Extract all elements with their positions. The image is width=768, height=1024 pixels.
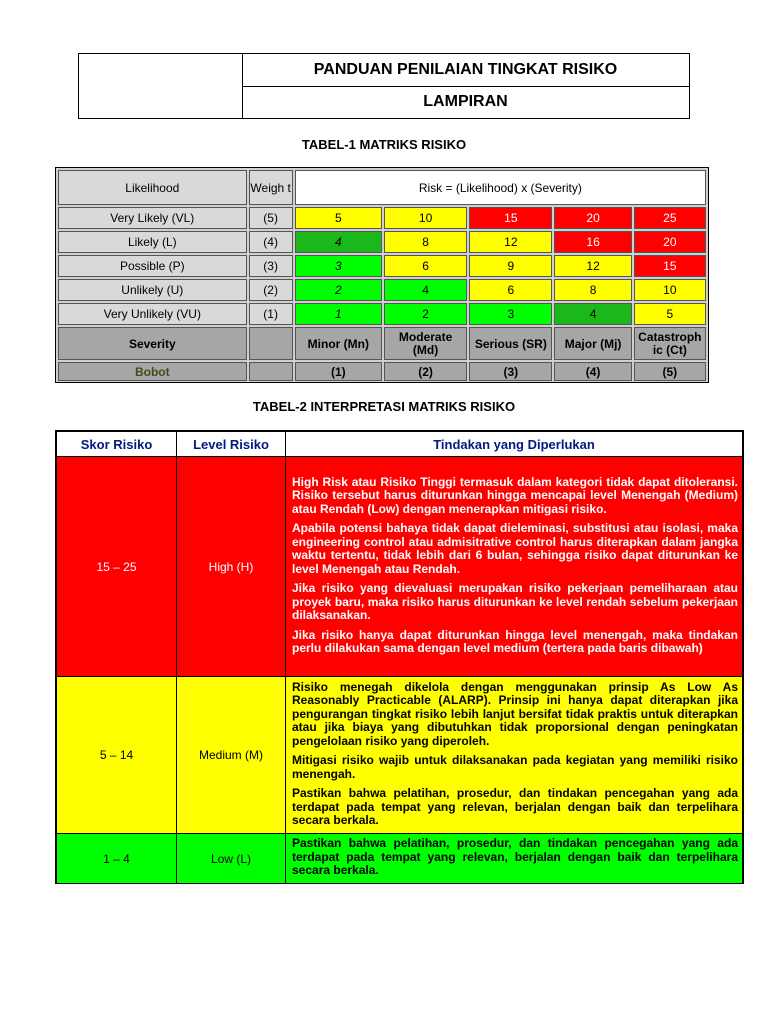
weight-value: (5)	[249, 207, 293, 229]
risk-cell: 3	[469, 303, 552, 325]
action-paragraph: Pastikan bahwa pelatihan, prosedur, dan tindakan pencegahan yang ada terdapat pada tempat yang relevan, berjalan dengan baik dan terpelihara secara berkala.	[292, 786, 738, 827]
action-paragraph: Risiko menegah dikelola dengan menggunakan prinsip As Low As Reasonably Practicable (ALARP). Prinsip ini hanya dapat diterapkan jika pengurangan tingkat risiko lebih lanjut bersifat tidak praktis untuk diterapkan atau jika biaya yang dibutuhkan tidak proporsional dengan peningkatan pengelolaan risiko yang diperoleh.	[292, 679, 738, 748]
risk-interpretation-table	[55, 430, 744, 884]
likelihood-label: Very Unlikely (VU)	[58, 303, 247, 325]
risk-matrix-table	[55, 167, 709, 383]
risk-cell: 5	[295, 207, 382, 229]
risk-cell: 2	[384, 303, 467, 325]
document-subtitle: LAMPIRAN	[423, 93, 508, 110]
severity-label: Severity	[58, 327, 247, 360]
risk-cell: 12	[469, 231, 552, 253]
action-paragraph: Apabila potensi bahaya tidak dapat dieleminasi, substitusi atau isolasi, maka engineering control atau admisitrative control harus diterapkan dalam jangka waktu tertentu, tidak lebih dari 6 bulan, sehingga risiko dapat diturunkan ke level Menengah atau Rendah.	[292, 521, 738, 576]
likelihood-header: Likelihood	[58, 170, 247, 205]
action-paragraph: Pastikan bahwa pelatihan, prosedur, dan tindakan pencegahan yang ada terdapat pada tempat yang relevan, berjalan dengan baik dan terpelihara secara berkala.	[292, 836, 738, 878]
bobot-value: (4)	[554, 362, 631, 381]
weight-value: (4)	[249, 231, 293, 253]
risk-cell: 1	[295, 303, 382, 325]
risk-cell: 6	[469, 279, 552, 301]
risk-cell: 16	[554, 231, 631, 253]
risk-cell: 4	[384, 279, 467, 301]
severity-col: Major (Mj)	[554, 327, 631, 360]
col-header-level: Level Risiko	[177, 432, 286, 457]
risk-cell: 25	[634, 207, 706, 229]
table2-caption: TABEL-2 INTERPRETASI MATRIKS RISIKO	[252, 399, 516, 414]
required-action	[286, 457, 743, 677]
risk-cell: 4	[295, 231, 382, 253]
document-header	[78, 53, 690, 119]
risk-cell: 15	[634, 255, 706, 277]
logo-placeholder	[79, 54, 243, 118]
weight-value: (2)	[249, 279, 293, 301]
severity-spacer	[249, 327, 293, 360]
risk-cell: 2	[295, 279, 382, 301]
risk-cell: 15	[469, 207, 552, 229]
required-action	[286, 834, 743, 884]
severity-col: Minor (Mn)	[295, 327, 382, 360]
risk-cell: 20	[554, 207, 631, 229]
required-action	[286, 677, 743, 834]
risk-cell: 8	[554, 279, 631, 301]
weight-header: Weigh t	[249, 170, 293, 205]
likelihood-label: Unlikely (U)	[58, 279, 247, 301]
bobot-spacer	[249, 362, 293, 381]
risk-cell: 3	[295, 255, 382, 277]
risk-cell: 9	[469, 255, 552, 277]
action-paragraph: High Risk atau Risiko Tinggi termasuk dalam kategori tidak dapat ditoleransi. Risiko tersebut harus diturunkan hingga mencapai level Menengah (Medium) atau Rendah (Low) dengan menerapkan mitigasi risiko.	[292, 474, 738, 516]
likelihood-label: Possible (P)	[58, 255, 247, 277]
action-paragraph: Jika risiko yang dievaluasi merupakan risiko pekerjaan pemeliharaan atau proyek baru, maka risiko harus diturunkan ke level rendah sebelum pekerjaan dilaksanakan.	[292, 581, 738, 622]
risk-level: Medium (M)	[177, 677, 286, 834]
risk-cell: 5	[634, 303, 706, 325]
col-header-score: Skor Risiko	[57, 432, 177, 457]
bobot-label: Bobot	[58, 362, 247, 381]
severity-col: Serious (SR)	[469, 327, 552, 360]
risk-cell: 10	[384, 207, 467, 229]
score-range: 15 – 25	[57, 457, 177, 677]
action-paragraph: Mitigasi risiko wajib untuk dilaksanakan pada kegiatan yang memiliki risiko menengah.	[292, 753, 738, 781]
weight-value: (1)	[249, 303, 293, 325]
risk-cell: 6	[384, 255, 467, 277]
document-title: PANDUAN PENILAIAN TINGKAT RISIKO	[242, 54, 689, 87]
risk-level: Low (L)	[177, 834, 286, 884]
risk-cell: 12	[554, 255, 631, 277]
weight-value: (3)	[249, 255, 293, 277]
score-range: 1 – 4	[57, 834, 177, 884]
likelihood-label: Very Likely (VL)	[58, 207, 247, 229]
action-paragraph: Jika risiko hanya dapat diturunkan hingga level menengah, maka tindakan perlu dilakukan sama dengan level medium (tertera pada baris dibawah)	[292, 627, 738, 655]
col-header-action: Tindakan yang Diperlukan	[286, 432, 743, 457]
risk-formula-header: Risk = (Likelihood) x (Severity)	[295, 170, 706, 205]
severity-col: Catastroph ic (Ct)	[634, 327, 706, 360]
risk-level: High (H)	[177, 457, 286, 677]
severity-col: Moderate (Md)	[384, 327, 467, 360]
score-range: 5 – 14	[57, 677, 177, 834]
bobot-value: (3)	[469, 362, 552, 381]
likelihood-label: Likely (L)	[58, 231, 247, 253]
risk-cell: 8	[384, 231, 467, 253]
table1-caption: TABEL-1 MATRIKS RISIKO	[301, 137, 467, 152]
risk-cell: 4	[554, 303, 631, 325]
bobot-value: (2)	[384, 362, 467, 381]
bobot-value: (5)	[634, 362, 706, 381]
risk-cell: 20	[634, 231, 706, 253]
risk-cell: 10	[634, 279, 706, 301]
bobot-value: (1)	[295, 362, 382, 381]
